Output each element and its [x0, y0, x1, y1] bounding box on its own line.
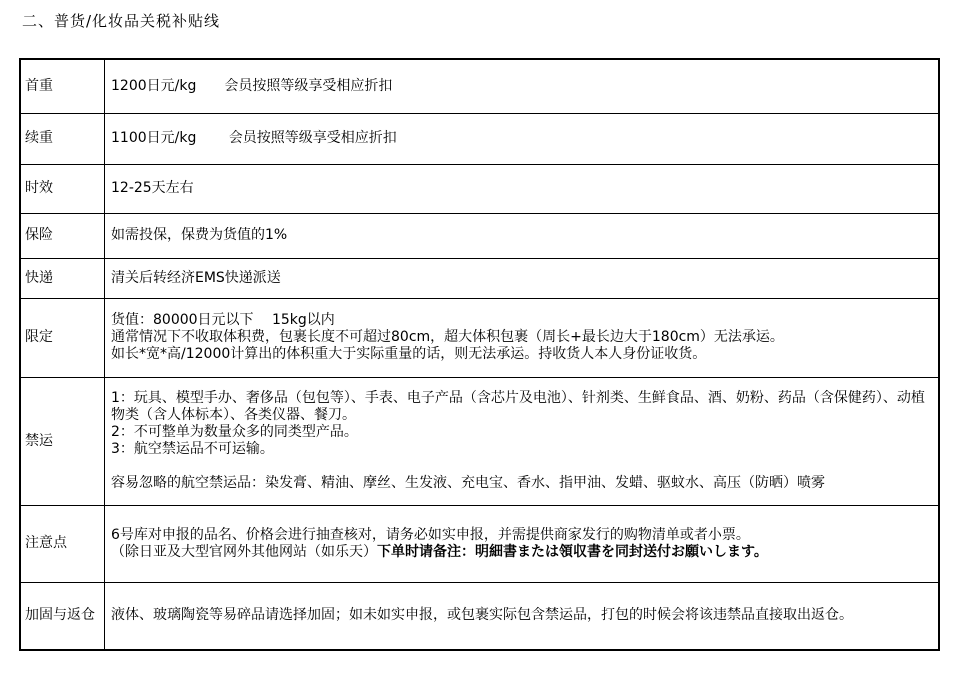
line-text: 货值：80000日元以下 15kg以内 [111, 312, 335, 328]
row-content [105, 59, 940, 113]
table-row [20, 377, 939, 505]
text-line [111, 475, 930, 492]
text-line [111, 130, 930, 147]
text-line [111, 441, 930, 458]
text-line [111, 424, 930, 441]
row-content [105, 377, 940, 505]
line-text: 3：航空禁运品不可运输。 [111, 441, 274, 457]
row-content [105, 298, 940, 377]
text-line [111, 78, 930, 95]
table-row [20, 113, 939, 164]
line-text: 6号库对申报的品名、价格会进行抽查核对，请务必如实申报，并需提供商家发行的购物清单或者小票。 [111, 526, 750, 543]
text-line [111, 346, 930, 363]
row-label: 保险 [20, 213, 105, 258]
line-text-bold: 下单时请备注：明細書または領収書を同封送付お願いします。 [377, 543, 768, 560]
line-text: 通常情况下不收取体积费，包裹长度不可超过80cm，超大体积包裹（周长+最长边大于180cm）无法承运。 [111, 329, 784, 345]
row-content [105, 505, 940, 582]
line-text: 1100日元/kg 会员按照等级享受相应折扣 [111, 130, 397, 146]
line-text: 液体、玻璃陶瓷等易碎品请选择加固；如未如实申报，或包裹实际包含禁运品，打包的时候会将该违禁品直接取出返仓。 [111, 607, 853, 624]
text-line [111, 527, 930, 544]
line-text: 如长*宽*高/12000计算出的体积重大于实际重量的话，则无法承运。持收货人本人身份证收货。 [111, 346, 707, 362]
table-row [20, 59, 939, 113]
table-row [20, 298, 939, 377]
line-text: 容易忽略的航空禁运品：染发膏、精油、摩丝、生发液、充电宝、香水、指甲油、发蜡、驱蚊水、高压（防晒）喷雾 [111, 475, 825, 491]
page-title: 二、普货/化妆品关税补贴线 [22, 12, 221, 30]
text-line [111, 270, 930, 287]
line-text: 如需投保，保费为货值的1% [111, 227, 288, 243]
text-line [111, 390, 930, 424]
row-content [105, 113, 940, 164]
line-text: 1200日元/kg 会员按照等级享受相应折扣 [111, 77, 393, 94]
row-label: 续重 [20, 113, 105, 164]
row-content [105, 582, 940, 650]
row-label: 限定 [20, 298, 105, 377]
table-row [20, 164, 939, 213]
text-line [111, 329, 930, 346]
text-line [111, 227, 930, 244]
line-text: 1：玩具、模型手办、奢侈品（包包等）、手表、电子产品（含芯片及电池）、针剂类、生鲜食品、酒、奶粉、药品（含保健药）、动植物类（含人体标本）、各类仪器、餐刀。 [111, 390, 925, 423]
row-label: 快递 [20, 258, 105, 298]
text-line [111, 607, 930, 624]
row-content [105, 213, 940, 258]
text-line [111, 312, 930, 329]
text-line [111, 458, 930, 475]
table-row [20, 505, 939, 582]
row-label: 加固与返仓 [20, 582, 105, 650]
row-content [105, 258, 940, 298]
line-text: （除日亚及大型官网外其他网站（如乐天） [111, 543, 377, 560]
row-label: 注意点 [20, 505, 105, 582]
row-label: 禁运 [20, 377, 105, 505]
line-text: 12-25天左右 [111, 180, 194, 196]
row-content [105, 164, 940, 213]
table-row [20, 258, 939, 298]
text-line [111, 544, 930, 561]
text-line [111, 180, 930, 197]
rate-table-body [20, 59, 939, 650]
row-label: 时效 [20, 164, 105, 213]
table-row [20, 582, 939, 650]
line-text: 2：不可整单为数量众多的同类型产品。 [111, 424, 358, 440]
table-row [20, 213, 939, 258]
row-label: 首重 [20, 59, 105, 113]
rate-table [19, 58, 940, 651]
line-text: 清关后转经济EMS快递派送 [111, 269, 281, 286]
